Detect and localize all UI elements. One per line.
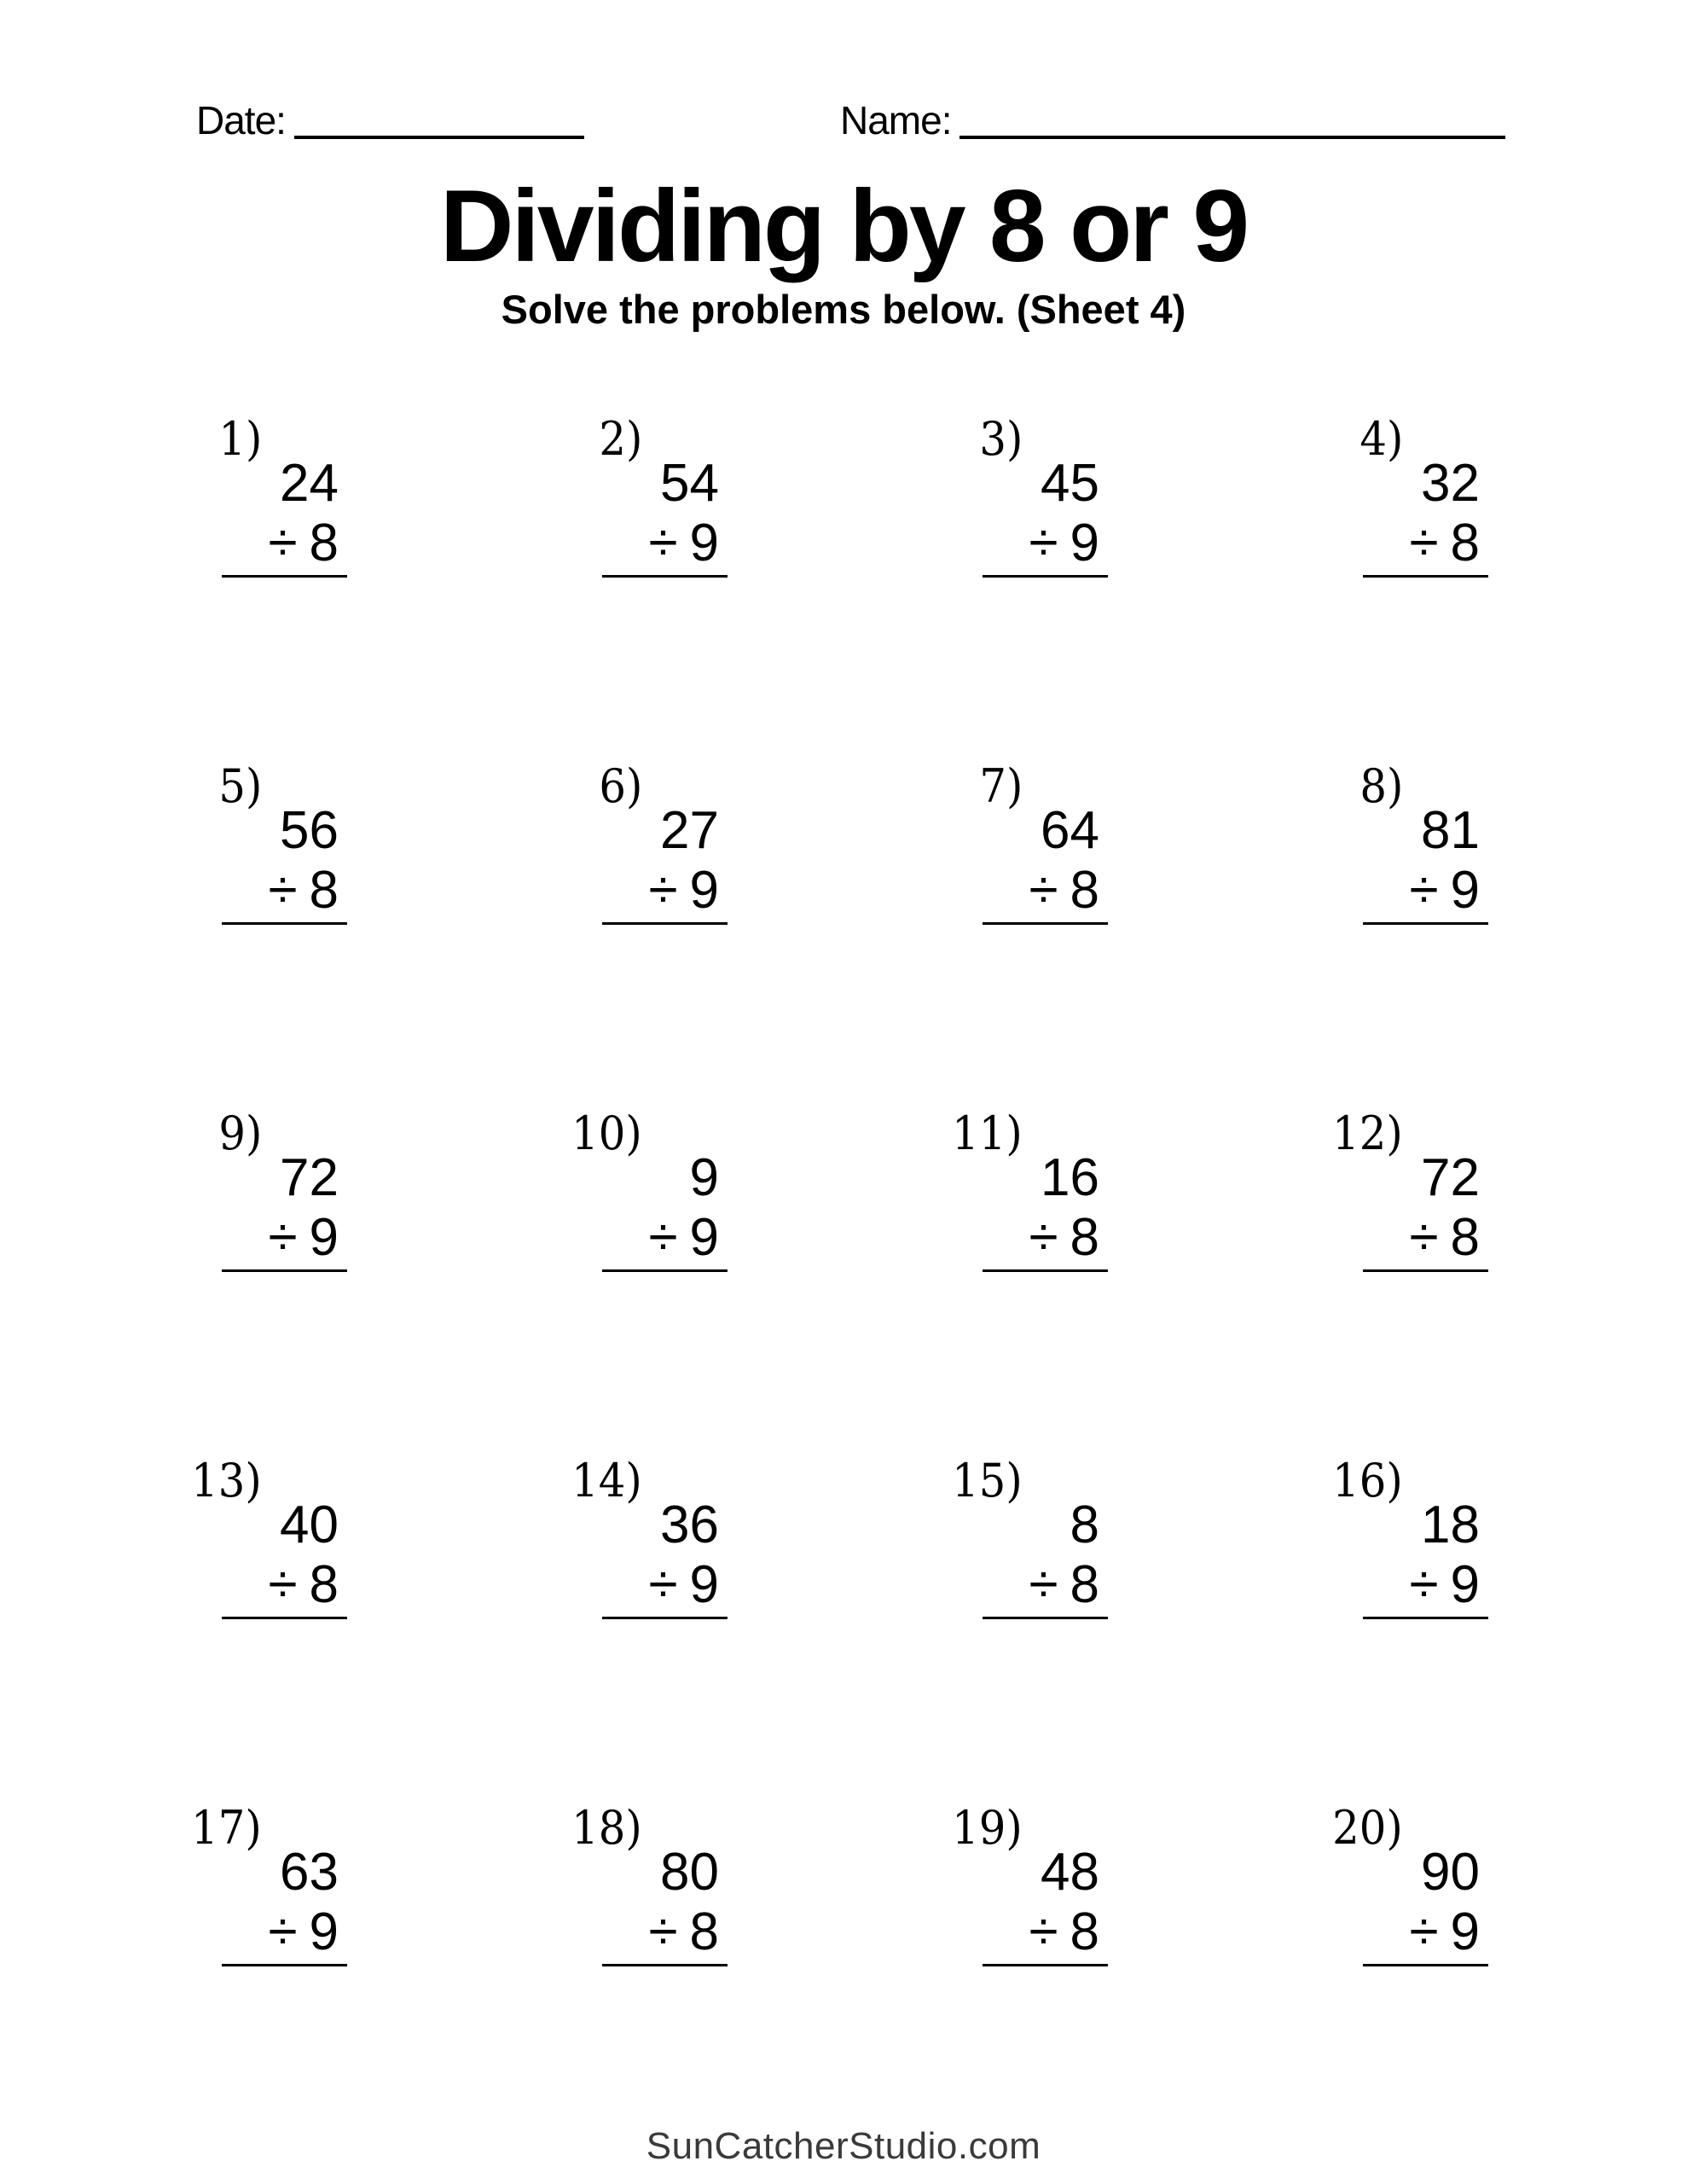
dividend: 56 — [280, 801, 339, 860]
problem-1 — [217, 412, 347, 765]
divisor-row — [983, 1902, 1108, 1961]
divisor-row — [983, 1208, 1108, 1267]
answer-blank-line[interactable] — [983, 575, 1108, 578]
divisor-row — [602, 1208, 728, 1267]
dividend: 72 — [1421, 1148, 1480, 1207]
problem-20 — [1332, 1801, 1488, 2154]
answer-blank-line[interactable] — [1363, 1269, 1488, 1272]
divisor: 9 — [1450, 1902, 1480, 1961]
problem-number: 13) — [191, 1454, 262, 1507]
problem-number: 18) — [571, 1801, 642, 1855]
problem-16 — [1332, 1454, 1488, 1807]
divisor: 8 — [1070, 861, 1099, 920]
divisor: 8 — [309, 514, 339, 572]
answer-blank-line[interactable] — [222, 1617, 347, 1619]
answer-blank-line[interactable] — [602, 1617, 728, 1619]
answer-blank-line[interactable] — [983, 1269, 1108, 1272]
dividend: 63 — [280, 1843, 339, 1902]
divisor: 9 — [1450, 861, 1480, 920]
answer-blank-line[interactable] — [602, 1269, 728, 1272]
problem-number: 15) — [952, 1454, 1023, 1507]
problem-8 — [1359, 759, 1488, 1112]
problem-number: 20) — [1332, 1801, 1403, 1855]
dividend: 81 — [1421, 801, 1480, 860]
problem-number: 7) — [978, 759, 1023, 813]
divisor: 8 — [1070, 1555, 1099, 1614]
division-sign-icon: ÷ — [648, 861, 678, 920]
answer-blank-line[interactable] — [602, 1964, 728, 1966]
problem-4 — [1359, 412, 1488, 765]
answer-blank-line[interactable] — [1363, 575, 1488, 578]
dividend: 48 — [1041, 1843, 1099, 1902]
divisor-row — [222, 514, 347, 572]
division-sign-icon: ÷ — [1029, 861, 1058, 920]
division-sign-icon: ÷ — [268, 514, 298, 572]
problem-number: 1) — [217, 412, 262, 466]
dividend: 27 — [660, 801, 719, 860]
problem-7 — [978, 759, 1108, 1112]
answer-blank-line[interactable] — [1363, 1964, 1488, 1966]
dividend: 45 — [1041, 454, 1099, 513]
problem-number: 10) — [571, 1107, 642, 1160]
problem-number: 19) — [952, 1801, 1023, 1855]
divisor-row — [983, 861, 1108, 920]
dividend: 18 — [1421, 1496, 1480, 1554]
divisor-row — [1363, 1555, 1488, 1614]
dividend: 72 — [280, 1148, 339, 1207]
problem-19 — [952, 1801, 1108, 2154]
divisor: 8 — [1450, 1208, 1480, 1267]
divisor-row — [222, 861, 347, 920]
dividend: 64 — [1041, 801, 1099, 860]
divisor: 8 — [689, 1902, 719, 1961]
dividend: 16 — [1041, 1148, 1099, 1207]
divisor-row — [1363, 1902, 1488, 1961]
dividend: 32 — [1421, 454, 1480, 513]
date-blank-line[interactable] — [294, 136, 584, 139]
divisor-row — [983, 514, 1108, 572]
divisor-row — [1363, 514, 1488, 572]
page-subtitle: Solve the problems below. (Sheet 4) — [501, 287, 1186, 332]
division-sign-icon: ÷ — [1409, 514, 1439, 572]
dividend: 36 — [660, 1496, 719, 1554]
problem-9 — [217, 1107, 347, 1460]
divisor-row — [1363, 861, 1488, 920]
answer-blank-line[interactable] — [602, 575, 728, 578]
divisor: 9 — [689, 861, 719, 920]
problem-11 — [952, 1107, 1108, 1460]
divisor-row — [1363, 1208, 1488, 1267]
problem-number: 5) — [217, 759, 262, 813]
problems-grid — [191, 412, 1687, 2154]
problem-number: 11) — [952, 1107, 1023, 1160]
problem-3 — [978, 412, 1108, 765]
name-label: Name: — [840, 98, 952, 142]
divisor: 9 — [689, 1555, 719, 1614]
problem-14 — [571, 1454, 728, 1807]
division-sign-icon: ÷ — [1029, 1902, 1058, 1961]
divisor: 9 — [1450, 1555, 1480, 1614]
division-sign-icon: ÷ — [1029, 514, 1058, 572]
divisor-row — [602, 1555, 728, 1614]
problem-17 — [191, 1801, 347, 2154]
problem-15 — [952, 1454, 1108, 1807]
problem-10 — [571, 1107, 728, 1460]
dividend: 90 — [1421, 1843, 1480, 1902]
problem-number: 9) — [217, 1107, 262, 1160]
problem-number: 12) — [1332, 1107, 1403, 1160]
division-sign-icon: ÷ — [1409, 1208, 1439, 1267]
problem-2 — [598, 412, 728, 765]
division-sign-icon: ÷ — [1029, 1208, 1058, 1267]
problem-12 — [1332, 1107, 1488, 1460]
dividend: 80 — [660, 1843, 719, 1902]
date-label: Date: — [196, 98, 286, 142]
divisor-row — [602, 861, 728, 920]
division-sign-icon: ÷ — [648, 1555, 678, 1614]
dividend: 8 — [1070, 1496, 1099, 1554]
answer-blank-line[interactable] — [983, 1617, 1108, 1619]
divisor: 9 — [689, 514, 719, 572]
answer-blank-line[interactable] — [222, 1269, 347, 1272]
divisor-row — [222, 1555, 347, 1614]
divisor-row — [602, 1902, 728, 1961]
answer-blank-line[interactable] — [222, 1964, 347, 1966]
problem-number: 14) — [571, 1454, 642, 1507]
problem-number: 8) — [1359, 759, 1403, 813]
division-sign-icon: ÷ — [268, 1902, 298, 1961]
divisor: 9 — [309, 1208, 339, 1267]
date-field — [196, 99, 584, 142]
division-sign-icon: ÷ — [268, 861, 298, 920]
problem-6 — [598, 759, 728, 1112]
dividend: 40 — [280, 1496, 339, 1554]
divisor: 8 — [1450, 514, 1480, 572]
dividend: 9 — [689, 1148, 719, 1207]
divisor: 9 — [309, 1902, 339, 1961]
name-field — [840, 99, 1505, 142]
problem-5 — [217, 759, 347, 1112]
divisor: 8 — [1070, 1208, 1099, 1267]
divisor-row — [983, 1555, 1108, 1614]
problem-number: 4) — [1359, 412, 1403, 466]
dividend: 54 — [660, 454, 719, 513]
answer-blank-line[interactable] — [1363, 922, 1488, 925]
answer-blank-line[interactable] — [222, 575, 347, 578]
answer-blank-line[interactable] — [222, 922, 347, 925]
division-sign-icon: ÷ — [268, 1208, 298, 1267]
name-blank-line[interactable] — [959, 136, 1505, 139]
problem-18 — [571, 1801, 728, 2154]
divisor-row — [602, 514, 728, 572]
divisor-row — [222, 1208, 347, 1267]
division-sign-icon: ÷ — [648, 1902, 678, 1961]
divisor: 8 — [1070, 1902, 1099, 1961]
divisor: 9 — [689, 1208, 719, 1267]
division-sign-icon: ÷ — [1029, 1555, 1058, 1614]
division-sign-icon: ÷ — [648, 1208, 678, 1267]
division-sign-icon: ÷ — [268, 1555, 298, 1614]
answer-blank-line[interactable] — [983, 1964, 1108, 1966]
problem-number: 3) — [978, 412, 1023, 466]
division-sign-icon: ÷ — [1409, 1555, 1439, 1614]
divisor: 8 — [309, 861, 339, 920]
page-title: Dividing by 8 or 9 — [439, 169, 1248, 283]
answer-blank-line[interactable] — [983, 922, 1108, 925]
problem-number: 17) — [191, 1801, 262, 1855]
division-sign-icon: ÷ — [1409, 1902, 1439, 1961]
problem-13 — [191, 1454, 347, 1807]
problem-number: 16) — [1332, 1454, 1403, 1507]
answer-blank-line[interactable] — [602, 922, 728, 925]
division-sign-icon: ÷ — [1409, 861, 1439, 920]
divisor-row — [222, 1902, 347, 1961]
divisor: 8 — [309, 1555, 339, 1614]
answer-blank-line[interactable] — [1363, 1617, 1488, 1619]
problem-number: 6) — [598, 759, 642, 813]
dividend: 24 — [280, 454, 339, 513]
divisor: 9 — [1070, 514, 1099, 572]
footer-credit: SunCatcherStudio.com — [646, 2125, 1041, 2167]
division-sign-icon: ÷ — [648, 514, 678, 572]
problem-number: 2) — [598, 412, 642, 466]
